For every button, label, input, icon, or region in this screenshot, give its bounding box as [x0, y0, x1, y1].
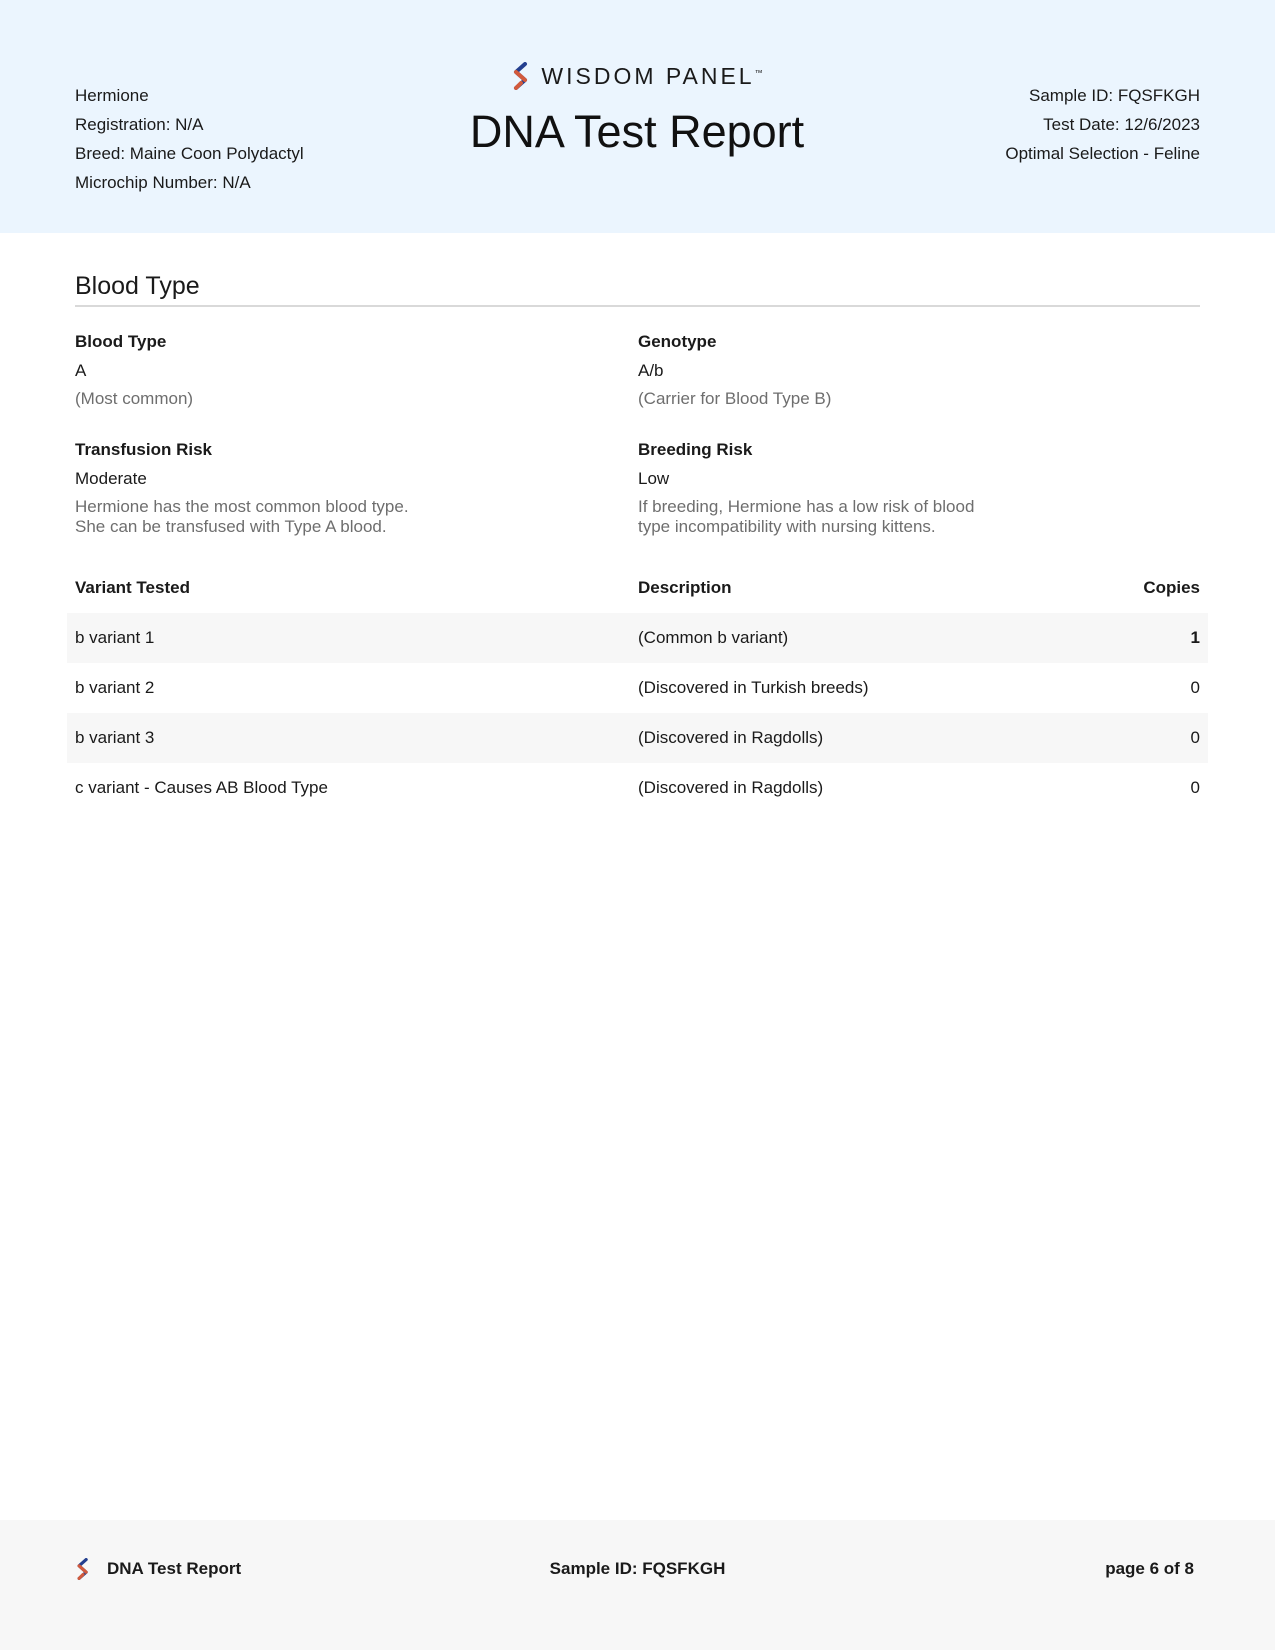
footer-title: DNA Test Report — [107, 1559, 242, 1578]
variant-table-header — [75, 578, 1200, 600]
cell-variant: b variant 3 — [75, 728, 155, 747]
table-row — [67, 663, 1208, 713]
note-line: She can be transfused with Type A blood. — [75, 517, 387, 536]
field-value: Moderate — [75, 469, 147, 488]
genotype-field — [638, 331, 1058, 409]
field-value: Low — [638, 469, 670, 488]
table-row — [67, 763, 1208, 813]
report-branding — [437, 60, 837, 158]
helix-logo-icon — [511, 62, 531, 90]
cell-variant: b variant 1 — [75, 628, 155, 647]
blood-type-field — [75, 331, 495, 409]
column-header-description: Description — [638, 578, 732, 597]
cell-variant: c variant - Causes AB Blood Type — [75, 778, 328, 797]
cell-description: (Discovered in Ragdolls) — [638, 778, 824, 797]
column-header-variant: Variant Tested — [75, 578, 190, 597]
cell-copies: 0 — [1190, 778, 1200, 797]
field-note — [75, 497, 495, 537]
microchip-number: Microchip Number: N/A — [75, 173, 251, 192]
sample-info — [1005, 81, 1200, 168]
report-title: DNA Test Report — [469, 106, 805, 157]
breeding-risk-field — [638, 439, 1058, 537]
section-divider — [75, 305, 1200, 307]
cell-description: (Common b variant) — [638, 628, 789, 647]
page-number: page 6 of 8 — [1105, 1559, 1194, 1578]
registration: Registration: N/A — [75, 115, 204, 134]
field-note — [638, 497, 1058, 537]
product-name: Optimal Selection - Feline — [1005, 144, 1200, 163]
cell-description: (Discovered in Ragdolls) — [638, 728, 824, 747]
pet-info — [75, 81, 304, 197]
report-footer — [0, 1520, 1275, 1650]
field-note: (Most common) — [75, 389, 194, 408]
cell-description: (Discovered in Turkish breeds) — [638, 678, 869, 697]
table-row — [67, 613, 1208, 663]
field-label: Transfusion Risk — [75, 440, 212, 459]
test-date: Test Date: 12/6/2023 — [1043, 115, 1200, 134]
cell-copies: 1 — [1190, 628, 1200, 647]
field-label: Breeding Risk — [638, 440, 753, 459]
breed: Breed: Maine Coon Polydactyl — [75, 144, 304, 163]
field-label: Genotype — [638, 332, 717, 351]
cell-variant: b variant 2 — [75, 678, 155, 697]
wisdom-panel-logo — [437, 60, 837, 92]
field-note: (Carrier for Blood Type B) — [638, 389, 832, 408]
cell-copies: 0 — [1190, 678, 1200, 697]
pet-name: Hermione — [75, 86, 149, 105]
note-line: Hermione has the most common blood type. — [75, 497, 409, 516]
sample-id: Sample ID: FQSFKGH — [1029, 86, 1200, 105]
column-header-copies: Copies — [1143, 578, 1200, 597]
field-value: A — [75, 361, 87, 380]
report-header — [0, 0, 1275, 233]
note-line: If breeding, Hermione has a low risk of blood — [638, 497, 975, 516]
cell-copies: 0 — [1190, 728, 1200, 747]
note-line: type incompatibility with nursing kittens. — [638, 517, 936, 536]
table-row — [67, 713, 1208, 763]
field-label: Blood Type — [75, 332, 167, 351]
transfusion-risk-field — [75, 439, 495, 537]
field-value: A/b — [638, 361, 664, 380]
footer-sample-id: Sample ID: FQSFKGH — [549, 1559, 726, 1578]
section-title: Blood Type — [75, 272, 200, 300]
brand-name: WISDOM PANEL™ — [541, 62, 763, 89]
